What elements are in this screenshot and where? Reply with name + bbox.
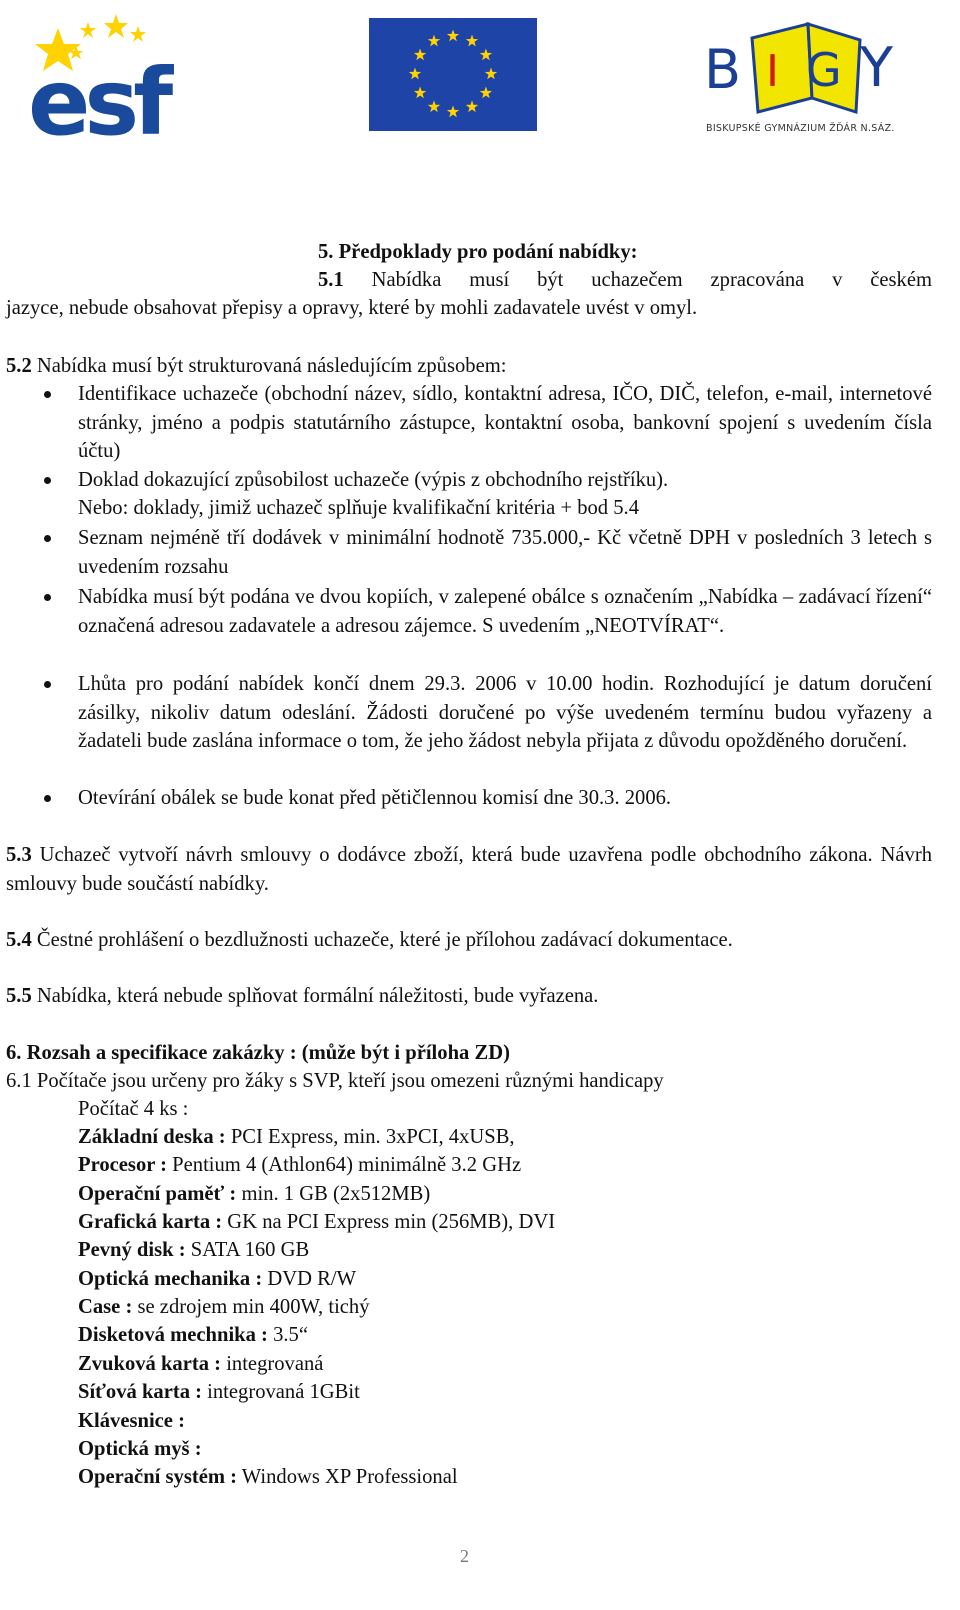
spec-value: se zdrojem min 400W, tichý: [137, 1296, 370, 1319]
spec-row: [78, 1407, 185, 1436]
bullet-eligibility-note: Nebo: doklady, jimiž uchazeč splňuje kvalifikační kritéria + bod 5.4: [78, 497, 639, 519]
esf-logo: [28, 6, 184, 142]
svg-text:G: G: [806, 43, 842, 97]
spec-row: [78, 1265, 356, 1294]
spec-value: GK na PCI Express min (256MB), DVI: [227, 1211, 556, 1234]
spec-row: [78, 1463, 458, 1492]
paragraph-5-3: [6, 841, 932, 898]
bullet-deadline: Lhůta pro podání nabídek končí dnem 29.3. 2006 v 10.00 hodin. Rozhodující je datum doručení zásilky, nikoliv datum odeslání. Žádosti doručené po výše uvedeném termínu budou vyřazeny a žadateli bude zaslána informace o tom, že jeho žádost nebyla přijata z důvodu opožděného doručení.: [78, 670, 932, 756]
spec-row: [78, 1151, 521, 1180]
spec-value: DVD R/W: [267, 1267, 357, 1290]
spec-value: Windows XP Professional: [241, 1466, 458, 1489]
section5-heading: 5. Předpoklady pro podání nabídky:: [318, 241, 638, 263]
svg-text:Y: Y: [860, 36, 893, 99]
spec-row: [78, 1180, 430, 1209]
paragraph-5-2-text: Nabídka musí být strukturovaná následujícím způsobem:: [36, 355, 507, 377]
bullet-identification: Identifikace uchazeče (obchodní název, sídlo, kontaktní adresa, IČO, DIČ, telefon, e-mail, internetové stránky, jméno a podpis statutárního zástupce, kontaktní osoba, bankovní spojení s uvedením čísla účtu): [78, 380, 932, 466]
spec-value: integrovaná: [226, 1352, 324, 1375]
eu-flag-logo: [369, 18, 537, 131]
spec-row: [78, 1208, 555, 1237]
bullet-eligibility: Doklad dokazující způsobilost uchazeče (výpis z obchodního rejstříku).: [78, 466, 932, 495]
paragraph-5-2: [6, 352, 506, 381]
paragraph-5-5: [6, 982, 598, 1011]
spec-value: Pentium 4 (Athlon64) minimálně 3.2 GHz: [172, 1154, 522, 1177]
spec-label: Zvuková karta :: [78, 1352, 222, 1375]
spec-label: Pevný disk :: [78, 1239, 186, 1262]
spec-label: Operační systém :: [78, 1466, 237, 1489]
spec-row: [78, 1350, 323, 1379]
paragraph-5-4-text: Čestné prohlášení o bezdlužnosti uchazeče, které je přílohou zadávací dokumentace.: [36, 929, 733, 951]
spec-label: Optická mechanika :: [78, 1267, 263, 1290]
svg-text:B: B: [704, 38, 742, 101]
paragraph-6-1: 6.1 Počítače jsou určeny pro žáky s SVP, kteří jsou omezeni různými handicapy: [6, 1070, 664, 1092]
paragraph-5-5-text: Nabídka, která nebude splňovat formální náležitosti, bude vyřazena.: [36, 985, 599, 1007]
bigy-school-logo: [700, 20, 910, 135]
page-number: 2: [460, 1546, 469, 1566]
spec-label: Grafická karta :: [78, 1211, 223, 1234]
spec-row: [78, 1378, 360, 1407]
paragraph-5-4: [6, 926, 733, 955]
paragraph-5-4-number: 5.4: [6, 929, 32, 951]
spec-label: Klávesnice :: [78, 1409, 185, 1432]
paragraph-5-2-number: 5.2: [6, 355, 32, 377]
pc-count: Počítač 4 ks :: [78, 1098, 189, 1120]
spec-label: Operační paměť :: [78, 1182, 237, 1205]
spec-value: PCI Express, min. 3xPCI, 4xUSB,: [230, 1126, 515, 1148]
paragraph-5-1-number: 5.1: [318, 269, 344, 291]
spec-value: 3.5“: [273, 1324, 308, 1347]
spec-row: [78, 1293, 370, 1322]
svg-text:I: I: [766, 46, 779, 97]
paragraph-5-3-number: 5.3: [6, 844, 32, 866]
spec-value: SATA 160 GB: [190, 1239, 310, 1262]
spec-value: min. 1 GB (2x512MB): [241, 1182, 431, 1205]
esf-logo-text: esf: [28, 49, 168, 142]
section6-heading: 6. Rozsah a specifikace zakázky : (může být i příloha ZD): [6, 1042, 510, 1064]
bullet-deliveries: Seznam nejméně tří dodávek v minimální hodnotě 735.000,- Kč včetně DPH v posledních 3 letech s uvedením rozsahu: [78, 524, 932, 581]
spec-label: Disketová mechnika :: [78, 1324, 268, 1347]
bigy-logo-subtitle: BISKUPSKÉ GYMNÁZIUM ŽĎÁR N.SÁZ.: [706, 123, 895, 134]
spec-row: [78, 1236, 309, 1265]
spec-label: Optická myš :: [78, 1437, 202, 1460]
spec-value: integrovaná 1GBit: [207, 1381, 360, 1404]
spec-row: [78, 1123, 515, 1152]
spec-row: [78, 1435, 202, 1464]
paragraph-5-1-text-first: Nabídka musí být uchazečem zpracována v českém: [371, 269, 932, 291]
paragraph-5-1-first-line: [318, 266, 932, 295]
spec-label: Case :: [78, 1296, 133, 1319]
spec-label: Procesor :: [78, 1154, 168, 1177]
paragraph-5-1-rest: jazyce, nebude obsahovat přepisy a opravy, které by mohli zadavatele uvést v omyl.: [6, 297, 698, 319]
spec-row: [78, 1321, 308, 1350]
paragraph-5-3-text: Uchazeč vytvoří návrh smlouvy o dodávce zboží, která bude uzavřena podle obchodního zákona. Návrh smlouvy bude součástí nabídky.: [6, 844, 932, 895]
bullet-opening: Otevírání obálek se bude konat před pětičlennou komisí dne 30.3. 2006.: [78, 784, 932, 813]
paragraph-5-5-number: 5.5: [6, 985, 32, 1007]
spec-label: Základní deska :: [78, 1126, 226, 1148]
spec-label: Síťová karta :: [78, 1381, 202, 1404]
bullet-submission: Nabídka musí být podána ve dvou kopiích, v zalepené obálce s označením „Nabídka – zadávací řízení“ označená adresou zadavatele a adresou zájemce. S uvedením „NEOTVÍRAT“.: [78, 583, 932, 640]
